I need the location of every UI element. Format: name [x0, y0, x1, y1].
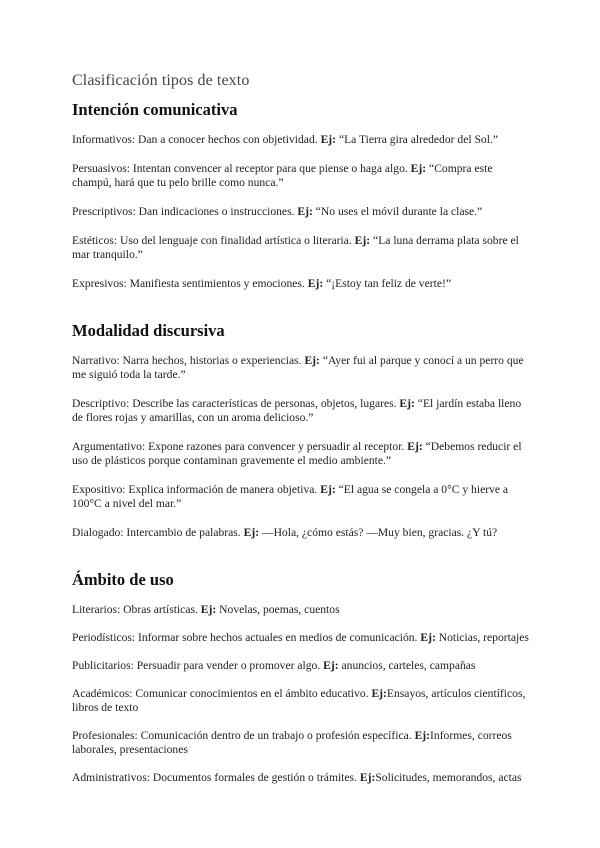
- entry-label: Expositivo: Explica información de manera objetiva.: [72, 483, 318, 496]
- example-marker: Ej:: [304, 354, 320, 367]
- section-title: Modalidad discursiva: [72, 321, 225, 340]
- example-marker: Ej:: [320, 133, 337, 146]
- entry-narrativo: [72, 354, 530, 382]
- entry-example: “El jardín estaba lleno de flores rojas y amarillas, con un aroma delicioso.”: [72, 397, 522, 424]
- entry-label: Profesionales: Comunicación dentro de un trabajo o profesión específica.: [72, 729, 412, 742]
- entry-label: Persuasivos: Intentan convencer al receptor para que piense o haga algo.: [72, 162, 408, 175]
- entry-example: “El agua se congela a 0°C y hierve a 100°C a nivel del mar.”: [72, 483, 509, 510]
- entry-label: Descriptivo: Describe las características de personas, objetos, lugares.: [72, 397, 397, 410]
- entry-administrativos: [72, 771, 530, 785]
- example-marker: Ej:: [320, 483, 336, 496]
- entry-example: —Hola, ¿cómo estás? —Muy bien, gracias. ¿Y tú?: [261, 526, 498, 539]
- entry-label: Informativos: Dan a conocer hechos con objetividad.: [72, 133, 318, 146]
- example-marker: Ej:: [414, 729, 431, 742]
- entry-example: “La Tierra gira alrededor del Sol.”: [338, 133, 498, 146]
- entry-expositivo: [72, 483, 530, 511]
- entry-label: Argumentativo: Expone razones para convencer y persuadir al receptor.: [72, 440, 405, 453]
- example-marker: Ej:: [297, 205, 313, 218]
- entry-prescriptivos: [72, 205, 530, 219]
- entry-academicos: [72, 687, 530, 715]
- entry-label: Administrativos: Documentos formales de gestión o trámites.: [72, 771, 357, 784]
- section-modalidad-discursiva: [72, 321, 530, 540]
- entry-label: Periodísticos: Informar sobre hechos actuales en medios de comunicación.: [72, 631, 418, 644]
- entry-example: Novelas, poemas, cuentos: [219, 603, 340, 616]
- entry-example: “No uses el móvil durante la clase.”: [315, 205, 483, 218]
- entry-example: “La luna derrama plata sobre el mar tranquilo.”: [72, 234, 519, 261]
- entry-example: Informes, correos laborales, presentaciones: [72, 729, 512, 756]
- entry-expresivos: [72, 277, 530, 291]
- example-marker: Ej:: [307, 277, 324, 290]
- entry-dialogado: [72, 526, 530, 540]
- entry-example: Ensayos, artículos científicos, libros de texto: [72, 687, 526, 714]
- entry-label: Expresivos: Manifiesta sentimientos y emociones.: [72, 277, 305, 290]
- entry-example: “Compra este champú, hará que tu pelo brille como nunca.”: [72, 162, 493, 189]
- entry-label: Publicitarios: Persuadir para vender o promover algo.: [72, 659, 321, 672]
- section-title: Intención comunicativa: [72, 100, 238, 119]
- example-marker: Ej:: [323, 659, 339, 672]
- entry-informativos: [72, 133, 530, 147]
- entry-label: Dialogado: Intercambio de palabras.: [72, 526, 241, 539]
- example-marker: Ej:: [243, 526, 260, 539]
- entry-example: “¡Estoy tan feliz de verte!”: [326, 277, 451, 290]
- entry-example: “Debemos reducir el uso de plásticos porque contaminan gravemente el medio ambiente.”: [72, 440, 522, 467]
- example-marker: Ej:: [371, 687, 387, 700]
- document-title: Clasificación tipos de texto: [72, 72, 250, 89]
- entry-publicitarios: [72, 659, 530, 673]
- entry-esteticos: [72, 234, 530, 262]
- example-marker: Ej:: [420, 631, 436, 644]
- section-intencion-comunicativa: [72, 100, 530, 291]
- example-marker: Ej:: [200, 603, 217, 616]
- entry-descriptivo: [72, 397, 530, 425]
- entry-periodisticos: [72, 631, 530, 645]
- entry-example: anuncios, carteles, campañas: [341, 659, 476, 672]
- example-marker: Ej:: [359, 771, 376, 784]
- entry-label: Narrativo: Narra hechos, historias o experiencias.: [72, 354, 302, 367]
- entry-profesionales: [72, 729, 530, 757]
- entry-label: Estéticos: Uso del lenguaje con finalidad artística o literaria.: [72, 234, 352, 247]
- section-ambito-de-uso: [72, 570, 530, 785]
- entry-label: Literarios: Obras artísticas.: [72, 603, 198, 616]
- entry-persuasivos: [72, 162, 530, 190]
- example-marker: Ej:: [399, 397, 415, 410]
- entry-label: Académicos: Comunicar conocimientos en el ámbito educativo.: [72, 687, 369, 700]
- entry-label: Prescriptivos: Dan indicaciones o instrucciones.: [72, 205, 295, 218]
- entry-literarios: [72, 603, 530, 617]
- entry-argumentativo: [72, 440, 530, 468]
- entry-example: “Ayer fui al parque y conocí a un perro que me siguió toda la tarde.”: [72, 354, 524, 381]
- entry-example: Solicitudes, memorandos, actas: [375, 771, 522, 784]
- entry-example: Noticias, reportajes: [438, 631, 529, 644]
- example-marker: Ej:: [407, 440, 423, 453]
- section-title: Ámbito de uso: [72, 570, 174, 589]
- example-marker: Ej:: [354, 234, 371, 247]
- example-marker: Ej:: [410, 162, 427, 175]
